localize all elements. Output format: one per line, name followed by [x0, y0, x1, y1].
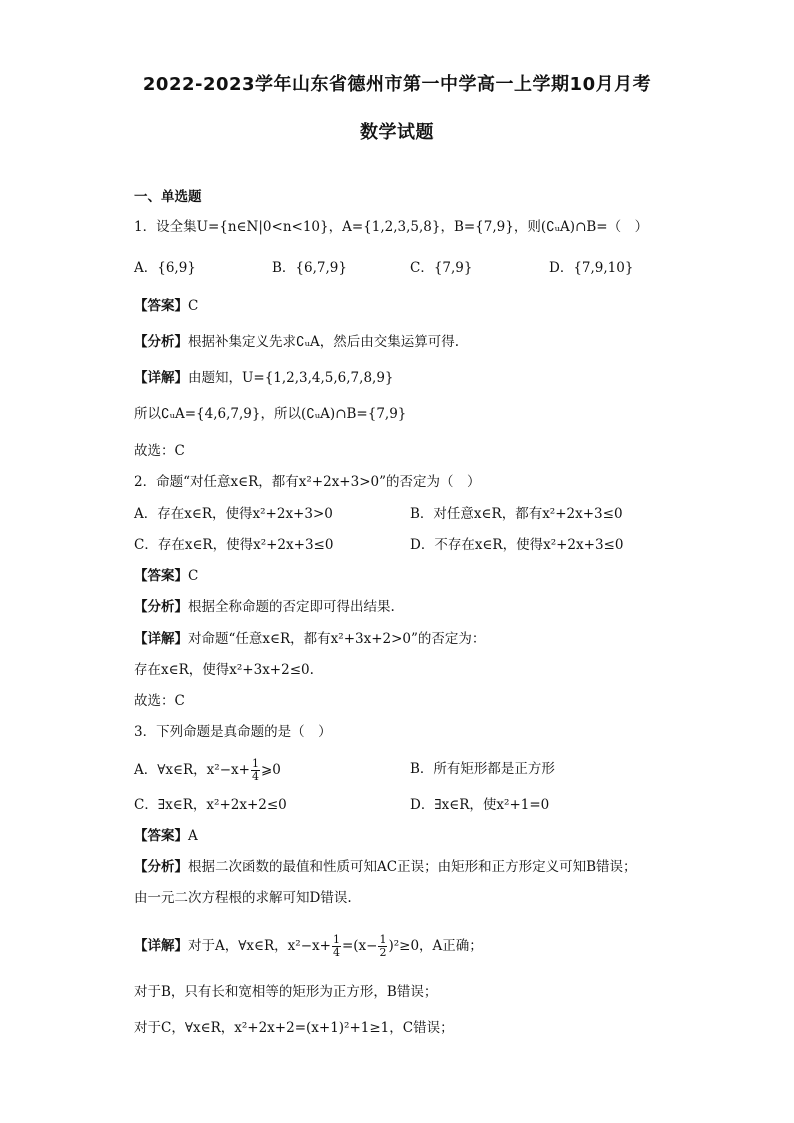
fraction-denominator: 2	[379, 946, 387, 959]
fraction-numerator: 1	[379, 933, 387, 946]
section-heading: 一、单选题	[134, 189, 202, 205]
detail-text: 由题知，U={1,2,3,4,5,6,7,8,9}	[188, 370, 394, 386]
fraction-denominator: 4	[332, 946, 340, 959]
answer-value: C	[188, 568, 199, 584]
option-a-text: A．∀x∈R，x²−x+	[134, 762, 250, 778]
q3-option-c: C．∃x∈R，x²+2x+2≤0	[134, 797, 287, 813]
q3-detail-b: 对于B，只有长和宽相等的矩形为正方形，B错误；	[134, 984, 438, 1000]
q2-option-d: D．不存在x∈R，使得x²+2x+3≤0	[410, 537, 624, 553]
analysis-tag: 【分析】	[134, 859, 188, 875]
fraction-numerator: 1	[332, 933, 340, 946]
q2-stem: 2．命题“对任意x∈R，都有x²+2x+3>0”的否定为（ ）	[134, 474, 481, 490]
fraction	[251, 758, 260, 783]
q3-option-a	[134, 758, 281, 783]
answer-value: C	[188, 298, 199, 314]
q1-choice: 故选：C	[134, 443, 185, 459]
analysis-text: 根据二次函数的最值和性质可知AC正误；由矩形和正方形定义可知B错误；	[188, 859, 637, 875]
q2-detail	[134, 630, 485, 648]
detail-tag: 【详解】	[134, 631, 188, 647]
answer-tag: 【答案】	[134, 568, 188, 584]
q3-analysis-line2: 由一元二次方程根的求解可知D错误.	[134, 890, 352, 906]
q2-option-b: B．对任意x∈R，都有x²+2x+3≤0	[410, 506, 623, 522]
q3-detail	[134, 934, 483, 959]
analysis-text: 根据补集定义先求∁ᵤA，然后由交集运算可得.	[188, 334, 460, 350]
analysis-tag: 【分析】	[134, 334, 188, 350]
q1-option-c: C．{7,9}	[410, 260, 473, 276]
q3-detail-c: 对于C，∀x∈R，x²+2x+2=(x+1)²+1≥1，C错误；	[134, 1020, 454, 1036]
q1-detail-line2: 所以∁ᵤA={4,6,7,9}，所以(∁ᵤA)∩B={7,9}	[134, 406, 407, 422]
q1-answer	[134, 297, 198, 315]
fraction-denominator: 4	[251, 770, 259, 783]
q1-stem: 1．设全集U={n∈N|0<n<10}，A={1,2,3,5,8}，B={7,9}，则(∁ᵤA)∩B=（ ）	[134, 219, 649, 235]
q1-option-a: A．{6,9}	[134, 260, 196, 276]
q2-option-c: C．存在x∈R，使得x²+2x+3≤0	[134, 537, 334, 553]
analysis-text: 根据全称命题的否定即可得出结果.	[188, 599, 395, 615]
q3-option-b: B．所有矩形都是正方形	[410, 761, 555, 777]
detail-text-mid: =(x−	[341, 938, 378, 954]
detail-tag: 【详解】	[134, 370, 188, 386]
q1-option-d: D．{7,9,10}	[549, 260, 634, 276]
answer-value: A	[188, 828, 198, 844]
analysis-tag: 【分析】	[134, 599, 188, 615]
detail-text: 对命题“任意x∈R，都有x²+3x+2>0”的否定为：	[188, 631, 486, 647]
fraction	[332, 934, 341, 959]
q2-analysis	[134, 598, 395, 616]
detail-text-tail: )²≥0，A正确；	[388, 938, 483, 954]
answer-tag: 【答案】	[134, 828, 188, 844]
q2-choice: 故选：C	[134, 693, 185, 709]
fraction	[378, 934, 387, 959]
q3-answer	[134, 827, 198, 845]
q1-analysis	[134, 333, 459, 351]
q2-detail-line2: 存在x∈R，使得x²+3x+2≤0.	[134, 662, 314, 678]
q1-option-b: B．{6,7,9}	[272, 260, 347, 276]
q3-option-d: D．∃x∈R，使x²+1=0	[410, 797, 550, 813]
option-a-tail: ⩾0	[260, 762, 281, 778]
q3-stem: 3．下列命题是真命题的是（ ）	[134, 724, 332, 740]
q2-option-a: A．存在x∈R，使得x²+2x+3>0	[134, 506, 333, 522]
detail-text: 对于A，∀x∈R，x²−x+	[188, 938, 331, 954]
exam-subtitle: 数学试题	[360, 122, 434, 143]
q3-analysis	[134, 858, 637, 876]
q2-answer	[134, 567, 198, 585]
fraction-numerator: 1	[251, 757, 259, 770]
q1-detail	[134, 369, 394, 387]
detail-tag: 【详解】	[134, 938, 188, 954]
exam-title: 2022-2023学年山东省德州市第一中学高一上学期10月月考	[142, 74, 652, 95]
answer-tag: 【答案】	[134, 298, 188, 314]
